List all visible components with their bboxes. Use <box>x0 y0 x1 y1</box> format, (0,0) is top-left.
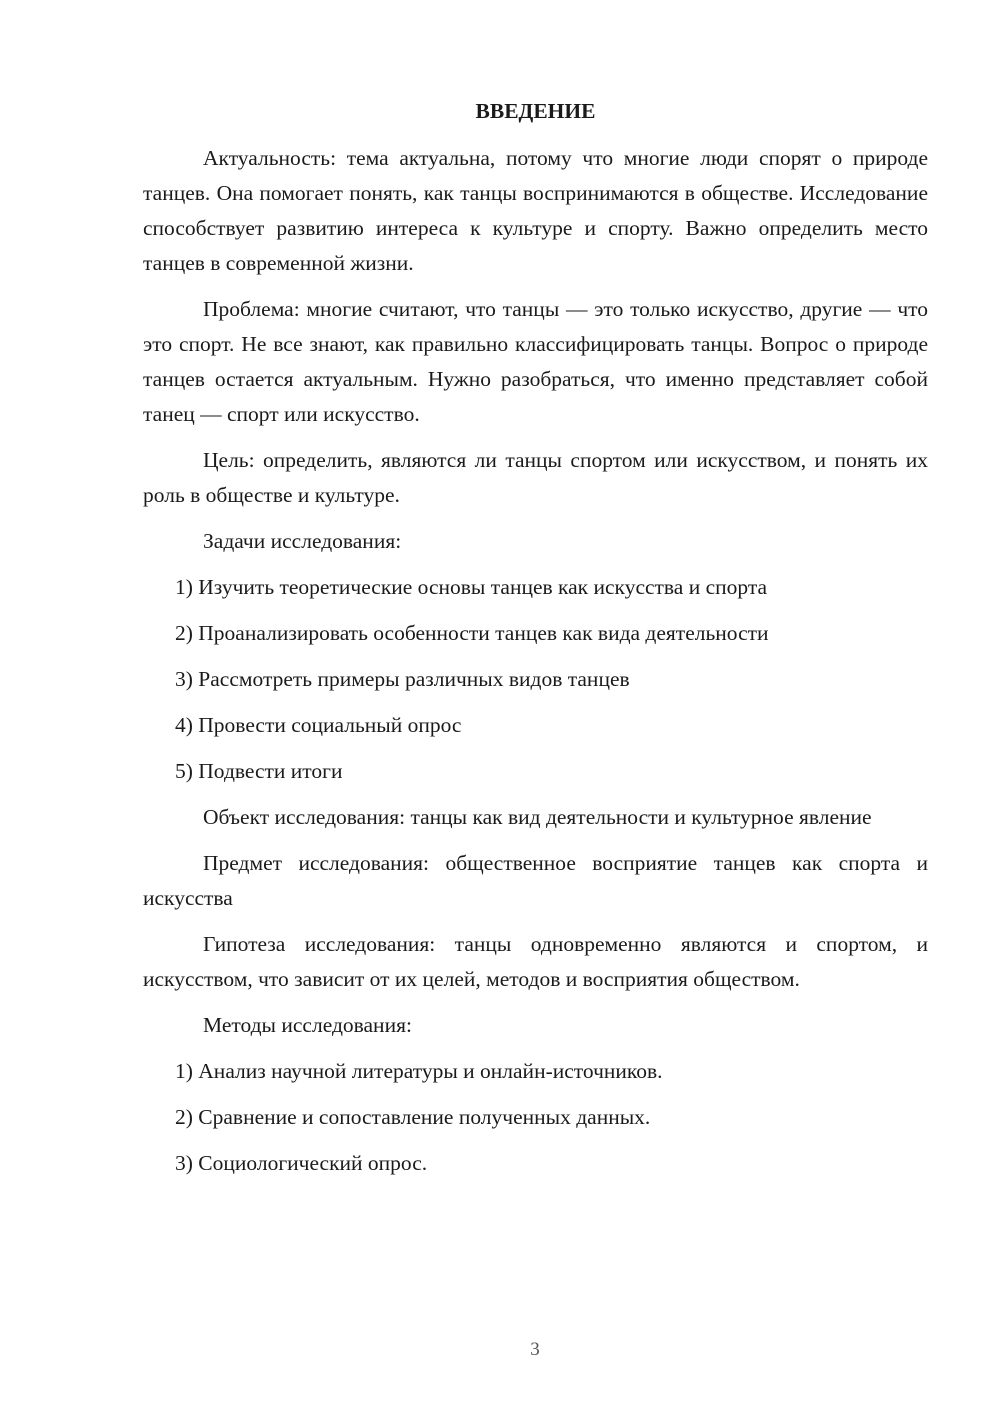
page-number: 3 <box>530 1339 540 1360</box>
subject-paragraph: Предмет исследования: общественное восприятие танцев как спорта и искусства <box>143 851 928 910</box>
task-item: 5) Подвести итоги <box>175 759 343 783</box>
methods-list <box>143 1054 928 1181</box>
page-title: ВВЕДЕНИЕ <box>475 99 596 123</box>
object-paragraph: Объект исследования: танцы как вид деятельности и культурное явление <box>203 805 872 829</box>
tasks-heading: Задачи исследования: <box>203 529 402 553</box>
page-content <box>143 94 928 1192</box>
goal-paragraph: Цель: определить, являются ли танцы спортом или искусством, и понять их роль в обществе и культуре. <box>143 448 928 507</box>
method-item: 3) Социологический опрос. <box>175 1151 428 1175</box>
task-item: 2) Проанализировать особенности танцев как вида деятельности <box>175 621 769 645</box>
method-item: 2) Сравнение и сопоставление полученных данных. <box>175 1105 651 1129</box>
hypothesis-paragraph: Гипотеза исследования: танцы одновременно являются и спортом, и искусством, что зависит от их целей, методов и восприятия обществом. <box>143 932 928 991</box>
methods-heading: Методы исследования: <box>203 1013 412 1037</box>
method-item: 1) Анализ научной литературы и онлайн-источников. <box>175 1059 663 1083</box>
task-item: 4) Провести социальный опрос <box>175 713 462 737</box>
task-item: 1) Изучить теоретические основы танцев как искусства и спорта <box>175 575 768 599</box>
task-item: 3) Рассмотреть примеры различных видов танцев <box>175 667 630 691</box>
problem-paragraph: Проблема: многие считают, что танцы — это только искусство, другие — что это спорт. Не все знают, как правильно классифицировать танцы. Вопрос о природе танцев остается актуальным. Нужно разобраться, что именно представляет собой танец — спорт или искусство. <box>143 297 928 426</box>
relevance-paragraph: Актуальность: тема актуальна, потому что многие люди спорят о природе танцев. Она помогает понять, как танцы воспринимаются в обществе. Исследование способствует развитию интереса к культуре и спорту. Важно определить место танцев в современной жизни. <box>143 146 928 275</box>
tasks-list <box>143 570 928 789</box>
